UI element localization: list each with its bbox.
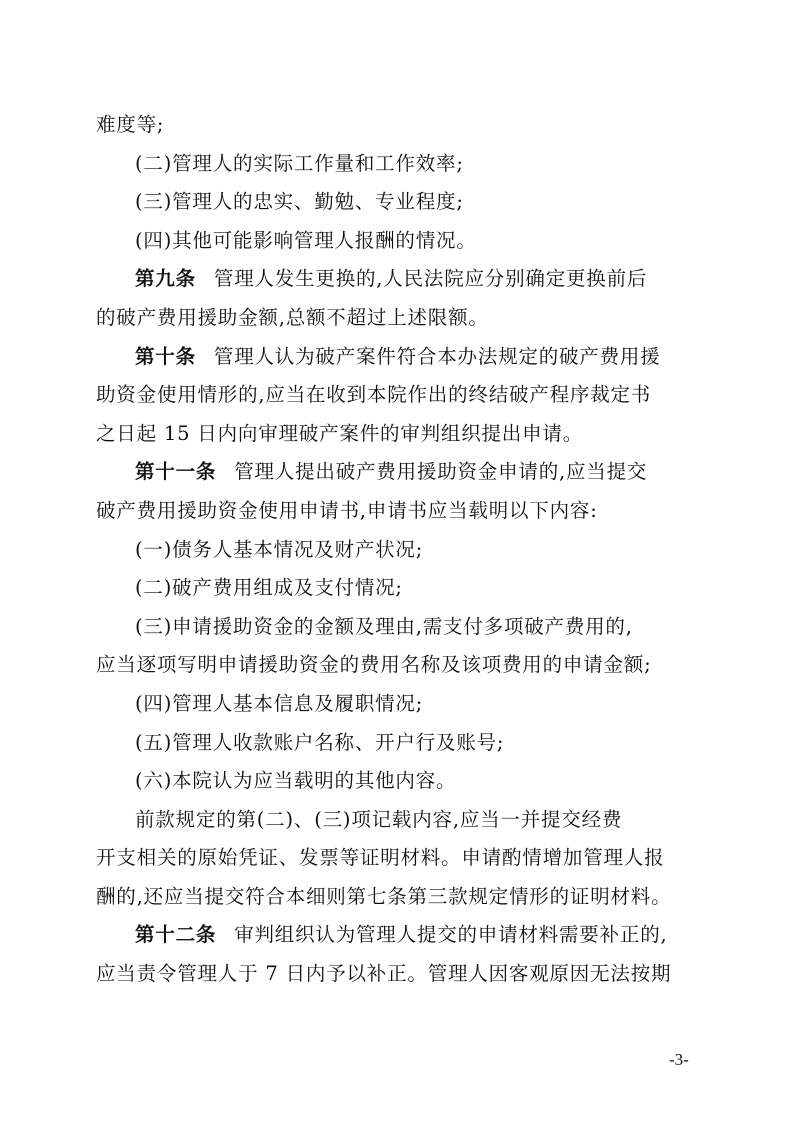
text-line <box>96 415 706 454</box>
document-body <box>96 106 706 994</box>
text-line <box>96 685 706 724</box>
line-text: (五)管理人收款账户名称、开户行及账号; <box>135 730 505 754</box>
line-text: (二)管理人的实际工作量和工作效率; <box>135 151 464 175</box>
text-line <box>96 569 706 608</box>
article-heading: 第十一条 <box>135 460 217 484</box>
line-text: (六)本院认为应当载明的其他内容。 <box>135 769 457 793</box>
text-line <box>96 801 706 840</box>
line-text: 难度等; <box>96 113 165 136</box>
text-line <box>96 762 706 801</box>
text-line <box>96 183 706 222</box>
text-line <box>96 492 706 531</box>
text-line <box>96 453 706 492</box>
text-line <box>96 646 706 685</box>
line-text: 应当责令管理人于 7 日内予以补正。管理人因客观原因无法按期 <box>96 962 672 986</box>
line-text: (二)破产费用组成及支付情况; <box>135 576 403 600</box>
line-text: 前款规定的第(二)、(三)项记载内容,应当一并提交经费 <box>135 807 623 831</box>
text-line <box>96 608 706 647</box>
line-text: 管理人认为破产案件符合本办法规定的破产费用援 <box>213 344 661 368</box>
line-text: 开支相关的原始凭证、发票等证明材料。申请酌情增加管理人报 <box>96 846 665 870</box>
line-text: 管理人发生更换的,人民法院应分别确定更换前后 <box>213 267 648 291</box>
line-text: (四)管理人基本信息及履职情况; <box>135 691 424 715</box>
text-line <box>96 222 706 261</box>
line-text: 助资金使用情形的,应当在收到本院作出的终结破产程序裁定书 <box>96 383 652 407</box>
line-text: 管理人提出破产费用援助资金申请的,应当提交 <box>234 460 648 484</box>
line-text: 酬的,还应当提交符合本细则第七条第三款规定情形的证明材料。 <box>96 884 672 908</box>
line-text: 的破产费用援助金额,总额不超过上述限额。 <box>96 305 489 329</box>
line-text: (一)债务人基本情况及财产状况; <box>135 537 424 561</box>
line-text: 之日起 15 日内向审理破产案件的审判组织提出申请。 <box>96 421 584 445</box>
text-line <box>96 531 706 570</box>
article-heading: 第十二条 <box>135 923 217 947</box>
line-text: (三)管理人的忠实、勤勉、专业程度; <box>135 190 464 214</box>
text-line <box>96 260 706 299</box>
line-text: (四)其他可能影响管理人报酬的情况。 <box>135 228 477 252</box>
line-text: 审判组织认为管理人提交的申请材料需要补正的, <box>234 923 668 947</box>
line-text: (三)申请援助资金的金额及理由,需支付多项破产费用的, <box>135 614 633 638</box>
article-heading: 第十条 <box>135 344 196 368</box>
text-line <box>96 299 706 338</box>
text-line <box>96 916 706 955</box>
line-text: 应当逐项写明申请援助资金的费用名称及该项费用的申请金额; <box>96 653 652 677</box>
text-line <box>96 376 706 415</box>
text-line <box>96 338 706 377</box>
line-text: 破产费用援助资金使用申请书,申请书应当载明以下内容: <box>96 498 598 522</box>
text-line <box>96 724 706 763</box>
page-number: -3- <box>669 1050 689 1069</box>
text-line <box>96 878 706 917</box>
text-line <box>96 839 706 878</box>
text-line <box>96 106 706 145</box>
text-line <box>96 145 706 184</box>
article-heading: 第九条 <box>135 267 196 291</box>
text-line <box>96 955 706 994</box>
